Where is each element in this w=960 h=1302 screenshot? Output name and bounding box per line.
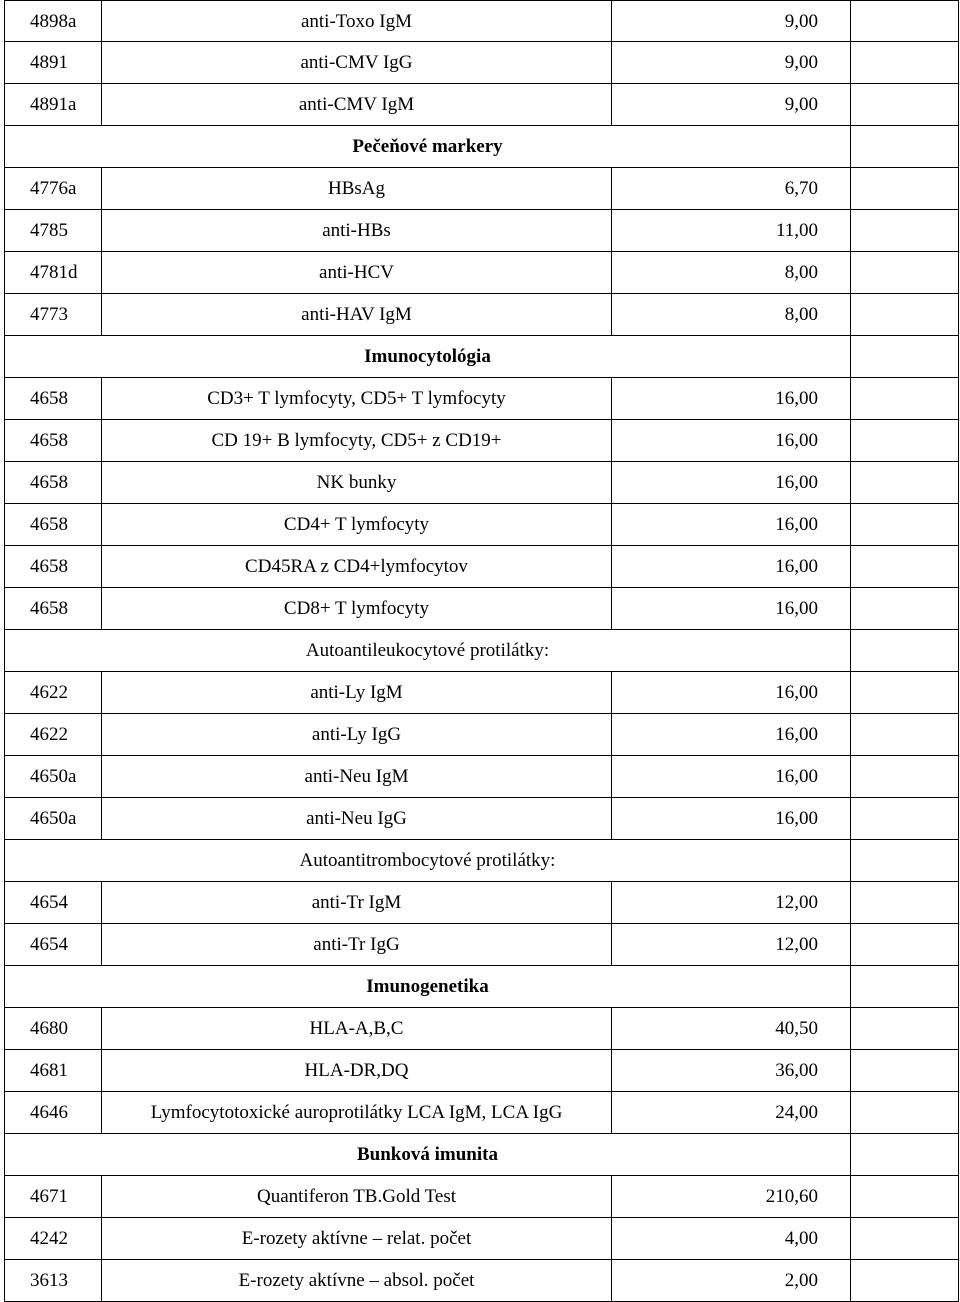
item-code-cell: 4658	[5, 504, 102, 546]
empty-cell	[851, 42, 959, 84]
empty-cell	[851, 504, 959, 546]
item-code-cell: 4658	[5, 420, 102, 462]
item-name-cell: E-rozety aktívne – relat. počet	[102, 1218, 612, 1260]
section-title: Imunocytológia	[5, 336, 851, 378]
table-row	[5, 1260, 959, 1302]
table-row	[5, 210, 959, 252]
item-code-cell: 4650a	[5, 798, 102, 840]
item-code-cell: 4773	[5, 294, 102, 336]
item-code-cell: 4658	[5, 378, 102, 420]
item-name-cell: anti-Tr IgM	[102, 882, 612, 924]
section-header-row	[5, 966, 959, 1008]
table-row	[5, 756, 959, 798]
item-price-cell: 9,00	[612, 1, 851, 42]
table-row	[5, 420, 959, 462]
item-price-cell: 12,00	[612, 882, 851, 924]
item-price-cell: 210,60	[612, 1176, 851, 1218]
item-price-cell: 16,00	[612, 714, 851, 756]
section-header-row	[5, 630, 959, 672]
table-row	[5, 42, 959, 84]
table-row	[5, 1218, 959, 1260]
item-code-cell: 4671	[5, 1176, 102, 1218]
item-name-cell: Quantiferon TB.Gold Test	[102, 1176, 612, 1218]
empty-cell	[851, 210, 959, 252]
empty-cell	[851, 882, 959, 924]
item-price-cell: 2,00	[612, 1260, 851, 1302]
empty-cell	[851, 84, 959, 126]
empty-cell	[851, 336, 959, 378]
table-row	[5, 378, 959, 420]
table-row	[5, 462, 959, 504]
item-name-cell: NK bunky	[102, 462, 612, 504]
empty-cell	[851, 126, 959, 168]
item-name-cell: anti-Neu IgG	[102, 798, 612, 840]
item-name-cell: anti-CMV IgG	[102, 42, 612, 84]
empty-cell	[851, 588, 959, 630]
empty-cell	[851, 1260, 959, 1302]
item-code-cell: 4781d	[5, 252, 102, 294]
section-title: Pečeňové markery	[5, 126, 851, 168]
table-row	[5, 714, 959, 756]
empty-cell	[851, 1008, 959, 1050]
empty-cell	[851, 168, 959, 210]
item-name-cell: anti-HBs	[102, 210, 612, 252]
empty-cell	[851, 1134, 959, 1176]
table-row	[5, 1, 959, 42]
item-name-cell: CD3+ T lymfocyty, CD5+ T lymfocyty	[102, 378, 612, 420]
item-price-cell: 36,00	[612, 1050, 851, 1092]
item-code-cell: 4658	[5, 462, 102, 504]
item-price-cell: 16,00	[612, 588, 851, 630]
item-price-cell: 11,00	[612, 210, 851, 252]
table-row	[5, 168, 959, 210]
item-code-cell: 4646	[5, 1092, 102, 1134]
table-row	[5, 1176, 959, 1218]
item-code-cell: 4891	[5, 42, 102, 84]
item-code-cell: 4680	[5, 1008, 102, 1050]
item-name-cell: CD8+ T lymfocyty	[102, 588, 612, 630]
empty-cell	[851, 1, 959, 42]
item-price-cell: 16,00	[612, 504, 851, 546]
item-name-cell: HLA-A,B,C	[102, 1008, 612, 1050]
table-row	[5, 924, 959, 966]
item-price-cell: 8,00	[612, 294, 851, 336]
item-price-cell: 16,00	[612, 672, 851, 714]
empty-cell	[851, 252, 959, 294]
table-row	[5, 504, 959, 546]
item-price-cell: 16,00	[612, 462, 851, 504]
empty-cell	[851, 672, 959, 714]
price-list-body	[5, 1, 959, 1302]
item-code-cell: 4654	[5, 882, 102, 924]
empty-cell	[851, 462, 959, 504]
table-row	[5, 252, 959, 294]
empty-cell	[851, 924, 959, 966]
item-name-cell: HBsAg	[102, 168, 612, 210]
item-code-cell: 4650a	[5, 756, 102, 798]
item-name-cell: CD 19+ B lymfocyty, CD5+ z CD19+	[102, 420, 612, 462]
table-row	[5, 882, 959, 924]
item-code-cell: 4891a	[5, 84, 102, 126]
item-price-cell: 6,70	[612, 168, 851, 210]
table-row	[5, 546, 959, 588]
empty-cell	[851, 840, 959, 882]
table-row	[5, 672, 959, 714]
item-name-cell: anti-HCV	[102, 252, 612, 294]
item-code-cell: 4898a	[5, 1, 102, 42]
empty-cell	[851, 714, 959, 756]
empty-cell	[851, 294, 959, 336]
item-name-cell: anti-Tr IgG	[102, 924, 612, 966]
item-price-cell: 16,00	[612, 546, 851, 588]
section-title: Bunková imunita	[5, 1134, 851, 1176]
item-code-cell: 4776a	[5, 168, 102, 210]
item-name-cell: CD4+ T lymfocyty	[102, 504, 612, 546]
table-row	[5, 1092, 959, 1134]
item-code-cell: 4785	[5, 210, 102, 252]
price-list-table	[4, 0, 959, 1302]
item-code-cell: 4622	[5, 672, 102, 714]
item-price-cell: 16,00	[612, 798, 851, 840]
section-header-row	[5, 126, 959, 168]
section-title: Imunogenetika	[5, 966, 851, 1008]
empty-cell	[851, 798, 959, 840]
item-name-cell: CD45RA z CD4+lymfocytov	[102, 546, 612, 588]
empty-cell	[851, 1092, 959, 1134]
item-price-cell: 40,50	[612, 1008, 851, 1050]
item-name-cell: E-rozety aktívne – absol. počet	[102, 1260, 612, 1302]
section-header-row	[5, 840, 959, 882]
item-code-cell: 4681	[5, 1050, 102, 1092]
item-price-cell: 24,00	[612, 1092, 851, 1134]
item-code-cell: 4622	[5, 714, 102, 756]
table-row	[5, 1050, 959, 1092]
item-name-cell: anti-Ly IgM	[102, 672, 612, 714]
item-name-cell: anti-Neu IgM	[102, 756, 612, 798]
empty-cell	[851, 420, 959, 462]
section-header-row	[5, 336, 959, 378]
empty-cell	[851, 546, 959, 588]
item-code-cell: 4242	[5, 1218, 102, 1260]
section-header-row	[5, 1134, 959, 1176]
section-title: Autoantitrombocytové protilátky:	[5, 840, 851, 882]
item-price-cell: 9,00	[612, 42, 851, 84]
empty-cell	[851, 756, 959, 798]
item-price-cell: 9,00	[612, 84, 851, 126]
item-name-cell: anti-HAV IgM	[102, 294, 612, 336]
item-name-cell: anti-CMV IgM	[102, 84, 612, 126]
item-name-cell: Lymfocytotoxické auroprotilátky LCA IgM, LCA IgG	[102, 1092, 612, 1134]
table-row	[5, 294, 959, 336]
section-title: Autoantileukocytové protilátky:	[5, 630, 851, 672]
empty-cell	[851, 378, 959, 420]
item-price-cell: 16,00	[612, 378, 851, 420]
item-name-cell: HLA-DR,DQ	[102, 1050, 612, 1092]
table-row	[5, 1008, 959, 1050]
item-price-cell: 4,00	[612, 1218, 851, 1260]
table-row	[5, 798, 959, 840]
item-code-cell: 4658	[5, 546, 102, 588]
empty-cell	[851, 1176, 959, 1218]
item-price-cell: 8,00	[612, 252, 851, 294]
empty-cell	[851, 966, 959, 1008]
item-code-cell: 4654	[5, 924, 102, 966]
empty-cell	[851, 630, 959, 672]
item-price-cell: 12,00	[612, 924, 851, 966]
table-row	[5, 84, 959, 126]
item-price-cell: 16,00	[612, 756, 851, 798]
empty-cell	[851, 1050, 959, 1092]
empty-cell	[851, 1218, 959, 1260]
item-name-cell: anti-Toxo IgM	[102, 1, 612, 42]
item-code-cell: 4658	[5, 588, 102, 630]
item-name-cell: anti-Ly IgG	[102, 714, 612, 756]
item-code-cell: 3613	[5, 1260, 102, 1302]
table-row	[5, 588, 959, 630]
item-price-cell: 16,00	[612, 420, 851, 462]
